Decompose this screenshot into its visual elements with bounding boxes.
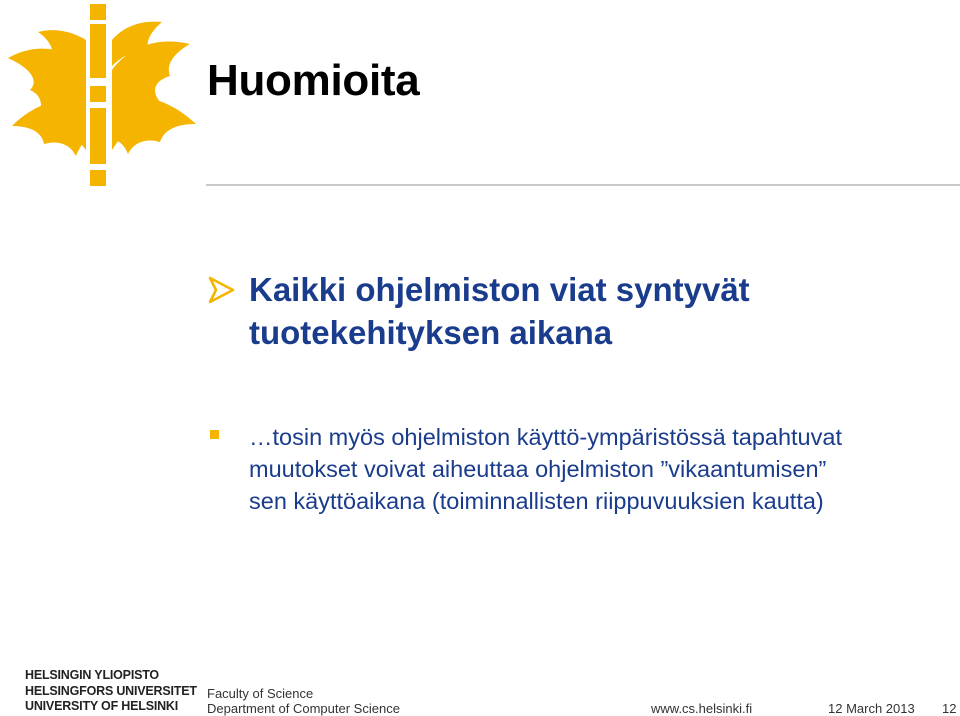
bullet-level2-text (249, 421, 949, 517)
university-wordmark (25, 668, 195, 715)
bullet-level2-line: sen käyttöaikana (toiminnallisten riippuvuuksien kautta) (249, 488, 824, 514)
university-name-en: UNIVERSITY OF HELSINKI (25, 699, 179, 713)
arrow-bullet-icon (207, 276, 235, 304)
footer-date: 12 March 2013 (828, 701, 915, 716)
square-bullet-icon (210, 430, 219, 439)
university-name-fi: HELSINGIN YLIOPISTO (25, 668, 159, 682)
bullet-level2-line: muutokset voivat aiheuttaa ohjelmiston ”vikaantumisen” (249, 456, 827, 482)
university-name-sv: HELSINGFORS UNIVERSITET (25, 683, 197, 698)
slide-title: Huomioita (207, 56, 420, 105)
footer-faculty: Faculty of Science (207, 686, 314, 701)
footer-url: www.cs.helsinki.fi (651, 701, 753, 716)
footer-department: Department of Computer Science (207, 701, 400, 716)
bullet-level1-text: Kaikki ohjelmiston viat syntyvät tuotekehityksen aikana (249, 271, 750, 351)
bullet-level2-line: …tosin myös ohjelmiston käyttö-ympäristössä tapahtuvat (249, 424, 842, 450)
footer-affiliation (207, 686, 400, 716)
page-number: 12 (942, 701, 957, 716)
